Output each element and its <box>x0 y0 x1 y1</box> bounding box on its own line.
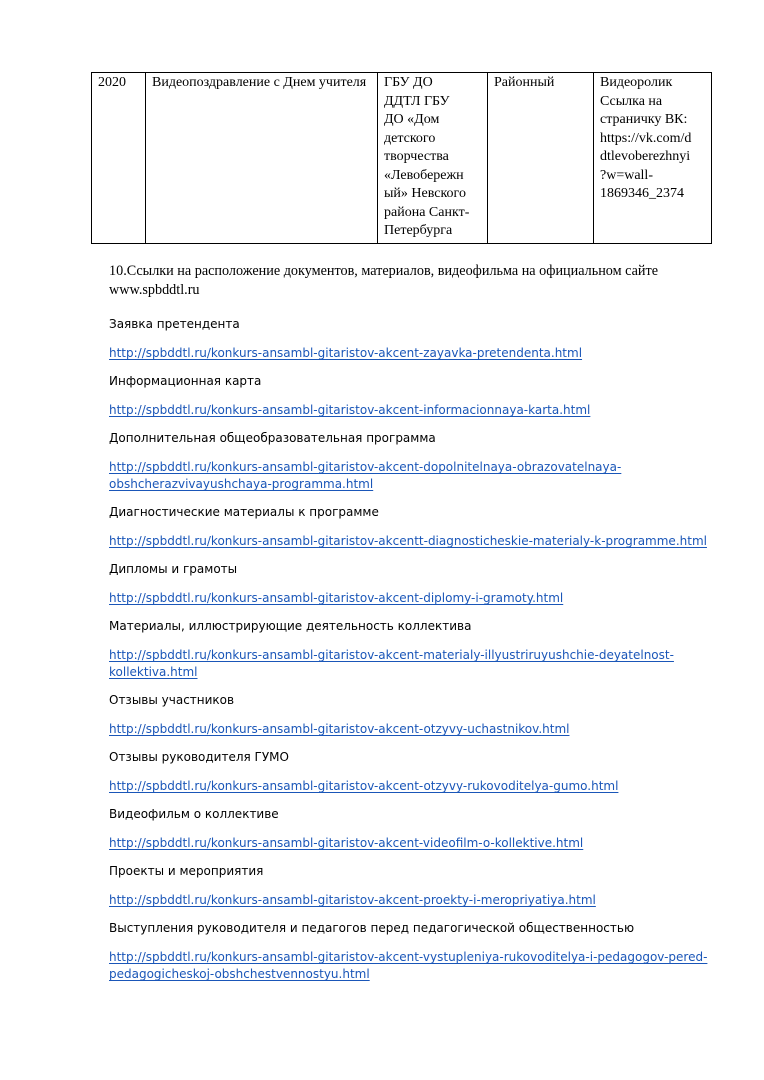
link-url-text: http://spbddtl.ru/konkurs-ansambl-gitaristov-akcent-dopolnitelnaya-obrazovatelnaya- <box>109 460 622 474</box>
organizer-line: Петербурга <box>384 223 453 238</box>
awards-table <box>91 72 712 244</box>
year-text: 2020 <box>98 75 126 90</box>
document-link[interactable] <box>109 647 729 681</box>
vk-link-line: 1869346_2374 <box>600 186 684 201</box>
link-label: Видеофильм о коллективе <box>109 807 279 821</box>
link-url-text: http://spbddtl.ru/konkurs-ansambl-gitaristov-akcent-vystupleniya-rukovoditelya-i-pedagogov-pered- <box>109 950 708 964</box>
link-label: Материалы, иллюстрирующие деятельность коллектива <box>109 619 472 633</box>
result-line: Видеоролик <box>600 75 673 90</box>
link-label: Проекты и мероприятия <box>109 864 264 878</box>
link-url-text: http://spbddtl.ru/konkurs-ansambl-gitaristov-akcent-materialy-illyustriruyushchie-deyatelnost- <box>109 648 674 662</box>
document-link[interactable] <box>109 533 729 550</box>
result-line: Ссылка на <box>600 93 663 109</box>
section-heading <box>109 262 729 299</box>
document-link[interactable] <box>109 590 729 607</box>
link-url-text: pedagogicheskoj-obshchestvennostyu.html <box>109 967 370 981</box>
link-label: Дипломы и грамоты <box>109 562 238 576</box>
document-link[interactable] <box>109 835 729 852</box>
organizer-line: детского <box>384 130 436 146</box>
link-label: Диагностические материалы к программе <box>109 505 379 519</box>
document-links-list <box>109 316 729 994</box>
link-entry <box>109 692 729 738</box>
section-heading-site: www.spbddtl.ru <box>109 281 200 298</box>
document-link[interactable] <box>109 949 729 983</box>
document-link[interactable] <box>109 459 729 493</box>
link-entry <box>109 920 729 983</box>
link-entry <box>109 749 729 795</box>
link-url-text: http://spbddtl.ru/konkurs-ansambl-gitaristov-akcentt-diagnosticheskie-materialy-k-programme.html <box>109 534 707 548</box>
table-row <box>92 73 712 244</box>
link-entry <box>109 806 729 852</box>
link-url-text: kollektiva.html <box>109 665 198 679</box>
cell-level <box>488 73 594 244</box>
link-entry <box>109 863 729 909</box>
organizer-line: ый» Невского <box>384 186 466 201</box>
organizer-line: ДО «Дом <box>384 112 440 127</box>
link-label: Информационная карта <box>109 374 262 388</box>
link-url-text: obshcherazvivayushchaya-programma.html <box>109 477 374 491</box>
cell-year <box>92 73 146 244</box>
link-url-text: http://spbddtl.ru/konkurs-ansambl-gitaristov-akcent-otzyvy-rukovoditelya-gumo.html <box>109 779 619 793</box>
link-entry <box>109 504 729 550</box>
vk-link-line: https://vk.com/d <box>600 130 692 146</box>
cell-result <box>594 73 712 244</box>
link-url-text: http://spbddtl.ru/konkurs-ansambl-gitaristov-akcent-proekty-i-meropriyatiya.html <box>109 893 596 907</box>
link-label: Отзывы участников <box>109 693 235 707</box>
link-entry <box>109 618 729 681</box>
section-heading-line: 10.Ссылки на расположение документов, материалов, видеофильма на официальном сайте <box>109 263 658 279</box>
link-url-text: http://spbddtl.ru/konkurs-ansambl-gitaristov-akcent-informacionnaya-karta.html <box>109 403 591 417</box>
organizer-line: ДДТЛ ГБУ <box>384 93 450 109</box>
link-url-text: http://spbddtl.ru/konkurs-ansambl-gitaristov-akcent-diplomy-i-gramoty.html <box>109 591 564 605</box>
link-label: Отзывы руководителя ГУМО <box>109 750 289 764</box>
cell-organizer <box>378 73 488 244</box>
link-entry <box>109 430 729 493</box>
link-label: Заявка претендента <box>109 317 240 331</box>
organizer-line: ГБУ ДО <box>384 75 433 90</box>
link-label: Дополнительная общеобразовательная программа <box>109 431 436 445</box>
organizer-line: «Левобережн <box>384 167 464 183</box>
link-url-text: http://spbddtl.ru/konkurs-ansambl-gitaristov-akcent-otzyvy-uchastnikov.html <box>109 722 570 736</box>
link-label: Выступления руководителя и педагогов перед педагогической общественностью <box>109 921 635 935</box>
organizer-line: района Санкт- <box>384 204 470 220</box>
link-url-text: http://spbddtl.ru/konkurs-ansambl-gitaristov-akcent-videofilm-o-kollektive.html <box>109 836 584 850</box>
vk-link-line: ?w=wall- <box>600 167 653 183</box>
document-link[interactable] <box>109 721 729 738</box>
document-link[interactable] <box>109 402 729 419</box>
document-link[interactable] <box>109 345 729 362</box>
event-text: Видеопоздравление с Днем учителя <box>152 75 367 90</box>
link-entry <box>109 373 729 419</box>
document-link[interactable] <box>109 892 729 909</box>
link-entry <box>109 316 729 362</box>
organizer-line: творчества <box>384 149 449 164</box>
result-line: страничку ВК: <box>600 112 688 127</box>
level-text: Районный <box>494 75 555 90</box>
cell-event <box>146 73 378 244</box>
link-entry <box>109 561 729 607</box>
vk-link-line: dtlevoberezhnyi <box>600 149 691 164</box>
document-link[interactable] <box>109 778 729 795</box>
link-url-text: http://spbddtl.ru/konkurs-ansambl-gitaristov-akcent-zayavka-pretendenta.html <box>109 346 583 360</box>
